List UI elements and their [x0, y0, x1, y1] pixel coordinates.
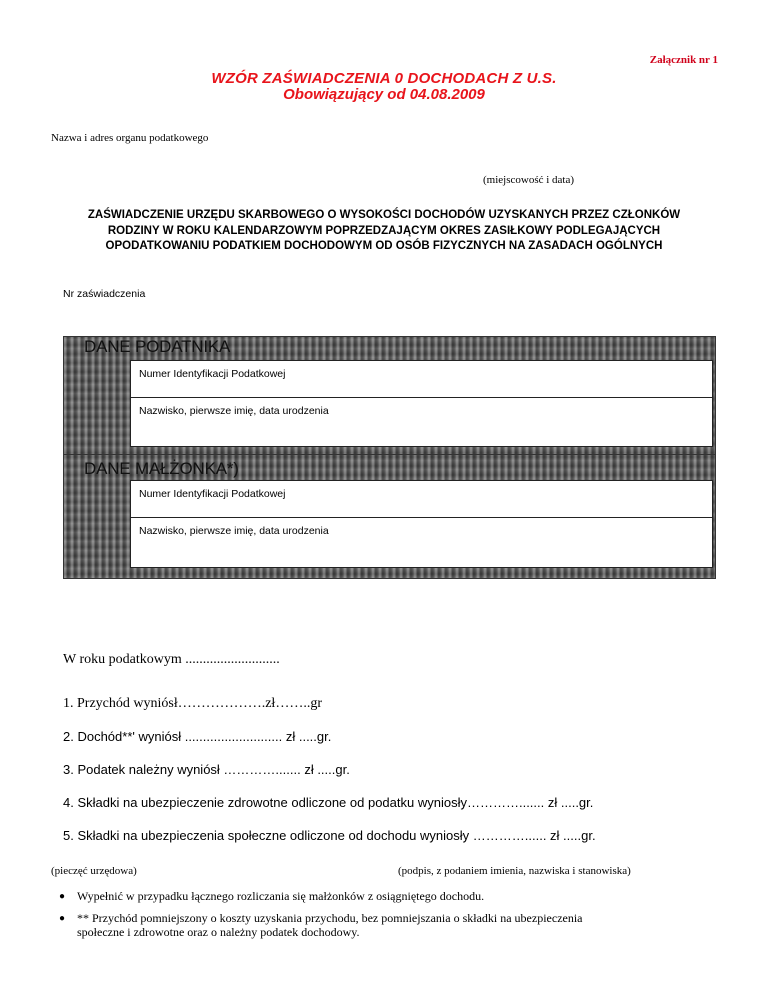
document-title: WZÓR ZAŚWIADCZENIA 0 DOCHODACH Z U.S. [211, 70, 557, 87]
place-date-label: (miejscowość i data) [483, 174, 575, 186]
taxpayer-nip-label: Numer Identyfikacji Podatkowej [139, 368, 286, 380]
taxpayer-name-field[interactable] [130, 397, 713, 447]
bullet-icon: ● [59, 891, 66, 902]
income-item-5: 5. Składki na ubezpieczenia społeczne odliczone od dochodu wyniosły …………...... zł .....gr. [63, 828, 596, 843]
taxpayer-section [63, 336, 716, 458]
attachment-number: Załącznik nr 1 [649, 54, 718, 66]
tax-year-line: W roku podatkowym ........................... [63, 652, 280, 667]
footnote-2-line-2: społeczne i zdrowotne oraz o należny podatek dochodowy. [77, 925, 360, 939]
income-item-1: 1. Przychód wyniósł……………….zł……..gr [63, 696, 322, 711]
income-item-3: 3. Podatek należny wyniósł …………....... zł .....gr. [63, 762, 350, 777]
income-item-4: 4. Składki na ubezpieczenie zdrowotne odliczone od podatku wyniosły…………....... zł .....gr. [63, 795, 594, 810]
taxpayer-section-title: DANE PODATNIKA [84, 337, 231, 356]
bullet-icon: ● [59, 913, 66, 924]
income-item-2: 2. Dochód**' wyniósł ........................... zł .....gr. [63, 729, 332, 744]
heading-line-1: ZAŚWIADCZENIE URZĘDU SKARBOWEGO O WYSOKOŚCI DOCHODÓW UZYSKANYCH PRZEZ CZŁONKÓW [87, 209, 681, 221]
spouse-name-field[interactable] [130, 517, 713, 568]
signature-label: (podpis, z podaniem imienia, nazwiska i stanowiska) [398, 865, 631, 877]
heading-line-3: OPODATKOWANIU PODATKIEM DOCHODOWYM OD OSÓB FIZYCZNYCH NA ZASADACH OGÓLNYCH [105, 240, 663, 252]
certificate-number-label: Nr zaświadczenia [63, 288, 146, 300]
taxpayer-nip-field[interactable] [130, 360, 713, 398]
spouse-nip-field[interactable] [130, 480, 713, 518]
spouse-name-label: Nazwisko, pierwsze imię, data urodzenia [139, 525, 329, 537]
certificate-heading [70, 208, 698, 255]
footnote-1: Wypełnić w przypadku łącznego rozliczania się małżonków z osiągniętego dochodu. [77, 889, 485, 903]
spouse-section [63, 454, 716, 579]
taxpayer-name-label: Nazwisko, pierwsze imię, data urodzenia [139, 405, 329, 417]
document-subtitle: Obowiązujący od 04.08.2009 [283, 86, 485, 103]
official-stamp-label: (pieczęć urzędowa) [51, 865, 137, 877]
footnote-2 [77, 911, 677, 939]
spouse-nip-label: Numer Identyfikacji Podatkowej [139, 488, 286, 500]
heading-line-2: RODZINY W ROKU KALENDARZOWYM POPRZEDZAJĄCYM OKRES ZASIŁKOWY PODLEGAJĄCYCH [107, 224, 661, 237]
spouse-section-title: DANE MAŁŻONKA*) [84, 459, 239, 478]
tax-office-label: Nazwa i adres organu podatkowego [51, 132, 209, 144]
footnote-2-line-1: ** Przychód pomniejszony o koszty uzyskania przychodu, bez pomniejszania o składki na ubezpieczenia [77, 911, 583, 925]
